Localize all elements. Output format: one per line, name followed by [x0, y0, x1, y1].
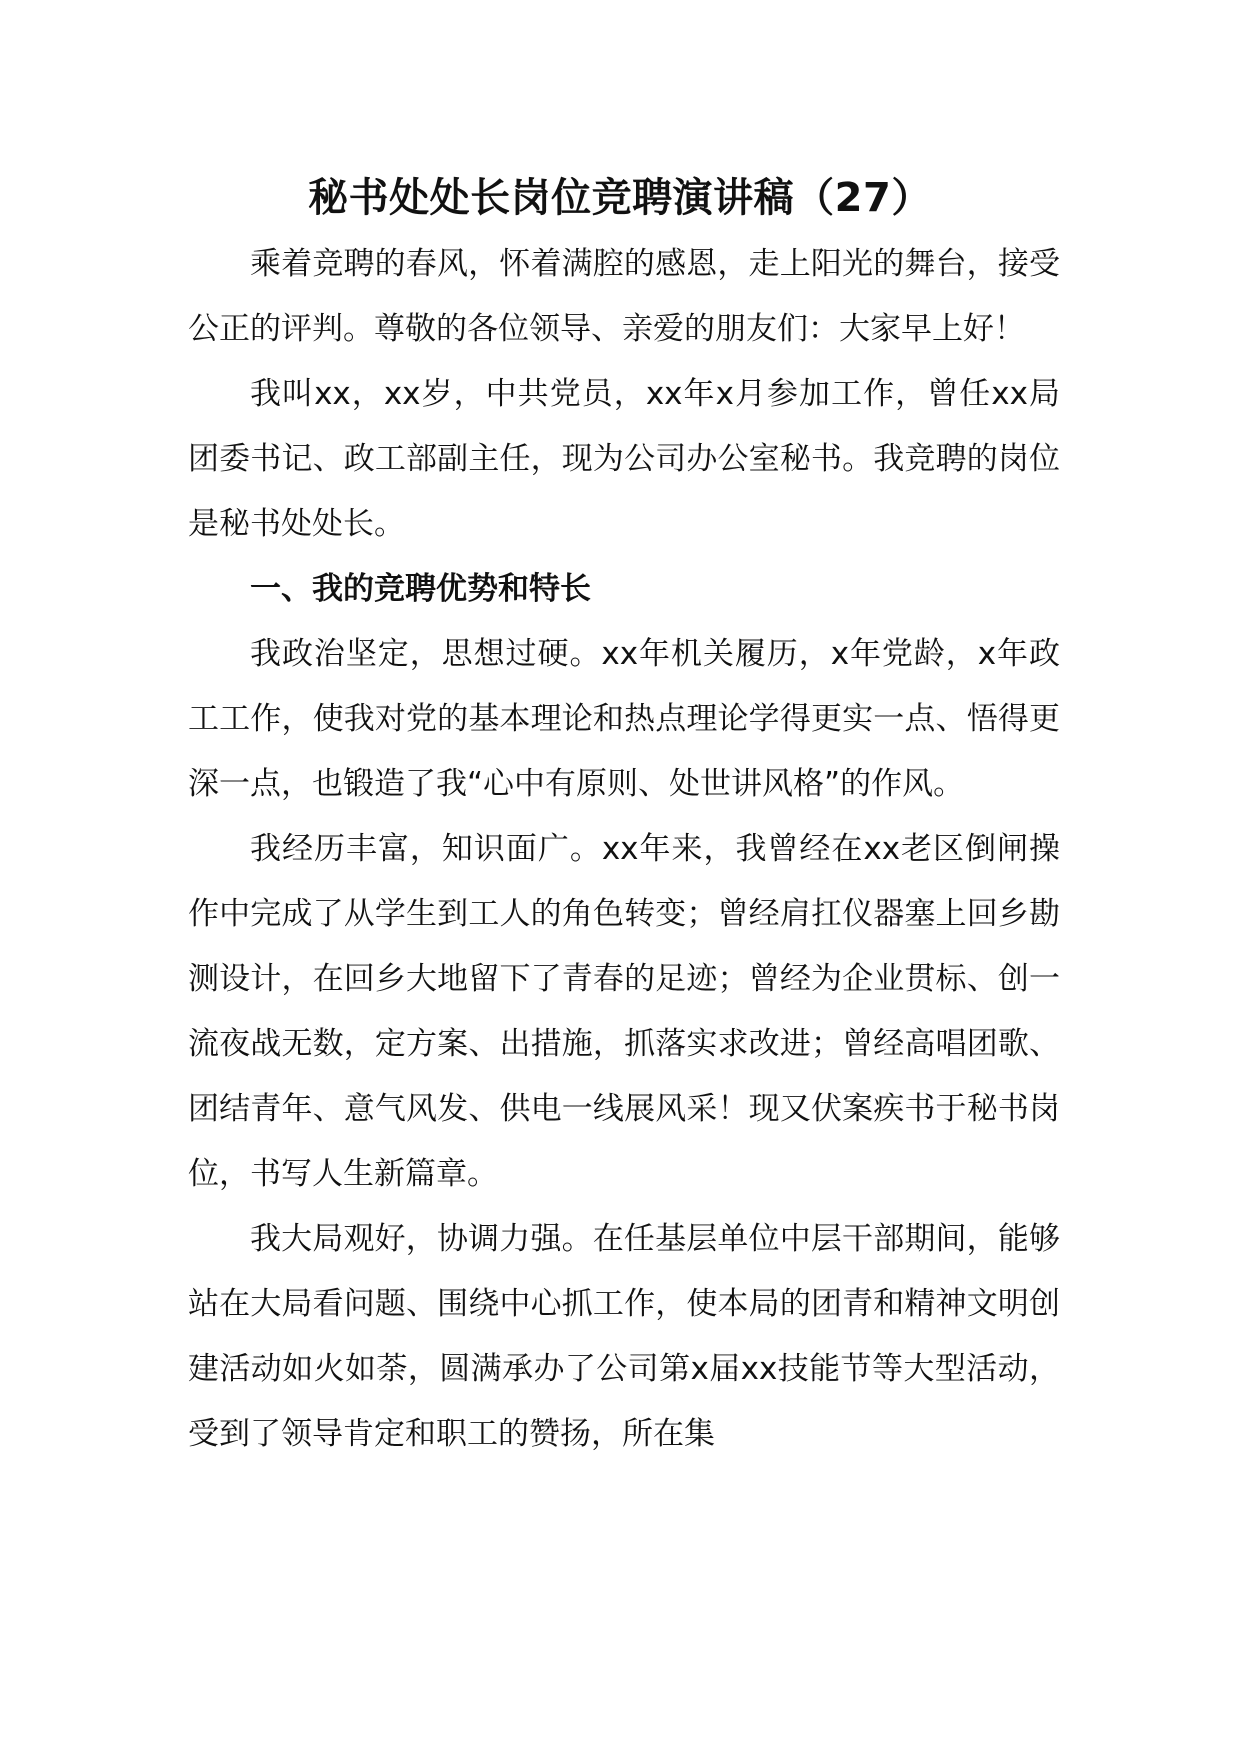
paragraph-political: 我政治坚定，思想过硬。xx年机关履历，x年党龄，x年政工工作，使我对党的基本理论和热点理论学得更实一点、悟得更深一点，也锻造了我“心中有原则、处世讲风格”的作风。 — [188, 636, 1060, 802]
document-title: 秘书处处长岗位竞聘演讲稿（27） — [308, 175, 932, 221]
paragraph-experience: 我经历丰富，知识面广。xx年来，我曾经在xx老区倒闸操作中完成了从学生到工人的角色转变；曾经肩扛仪器塞上回乡勘测设计，在回乡大地留下了青春的足迹；曾经为企业贯标、创一流夜战无数，定方案、出措施，抓落实求改进；曾经高唱团歌、团结青年、意气风发、供电一线展风采！现又伏案疾书于秘书岗位，书写人生新篇章。 — [188, 831, 1060, 1192]
section-heading: 一、我的竞聘优势和特长 — [250, 571, 591, 607]
paragraph-self-introduction: 我叫xx，xx岁，中共党员，xx年x月参加工作，曾任xx局团委书记、政工部副主任，现为公司办公室秘书。我竞聘的岗位是秘书处处长。 — [188, 376, 1060, 542]
paragraph-greeting: 乘着竞聘的春风，怀着满腔的感恩，走上阳光的舞台，接受公正的评判。尊敬的各位领导、亲爱的朋友们：大家早上好！ — [188, 246, 1060, 347]
paragraph-coordination: 我大局观好，协调力强。在任基层单位中层干部期间，能够站在大局看问题、围绕中心抓工作，使本局的团青和精神文明创建活动如火如荼，圆满承办了公司第x届xx技能节等大型活动，受到了领导肯定和职工的赞扬，所在集 — [188, 1221, 1060, 1452]
document-body — [188, 232, 1060, 1467]
